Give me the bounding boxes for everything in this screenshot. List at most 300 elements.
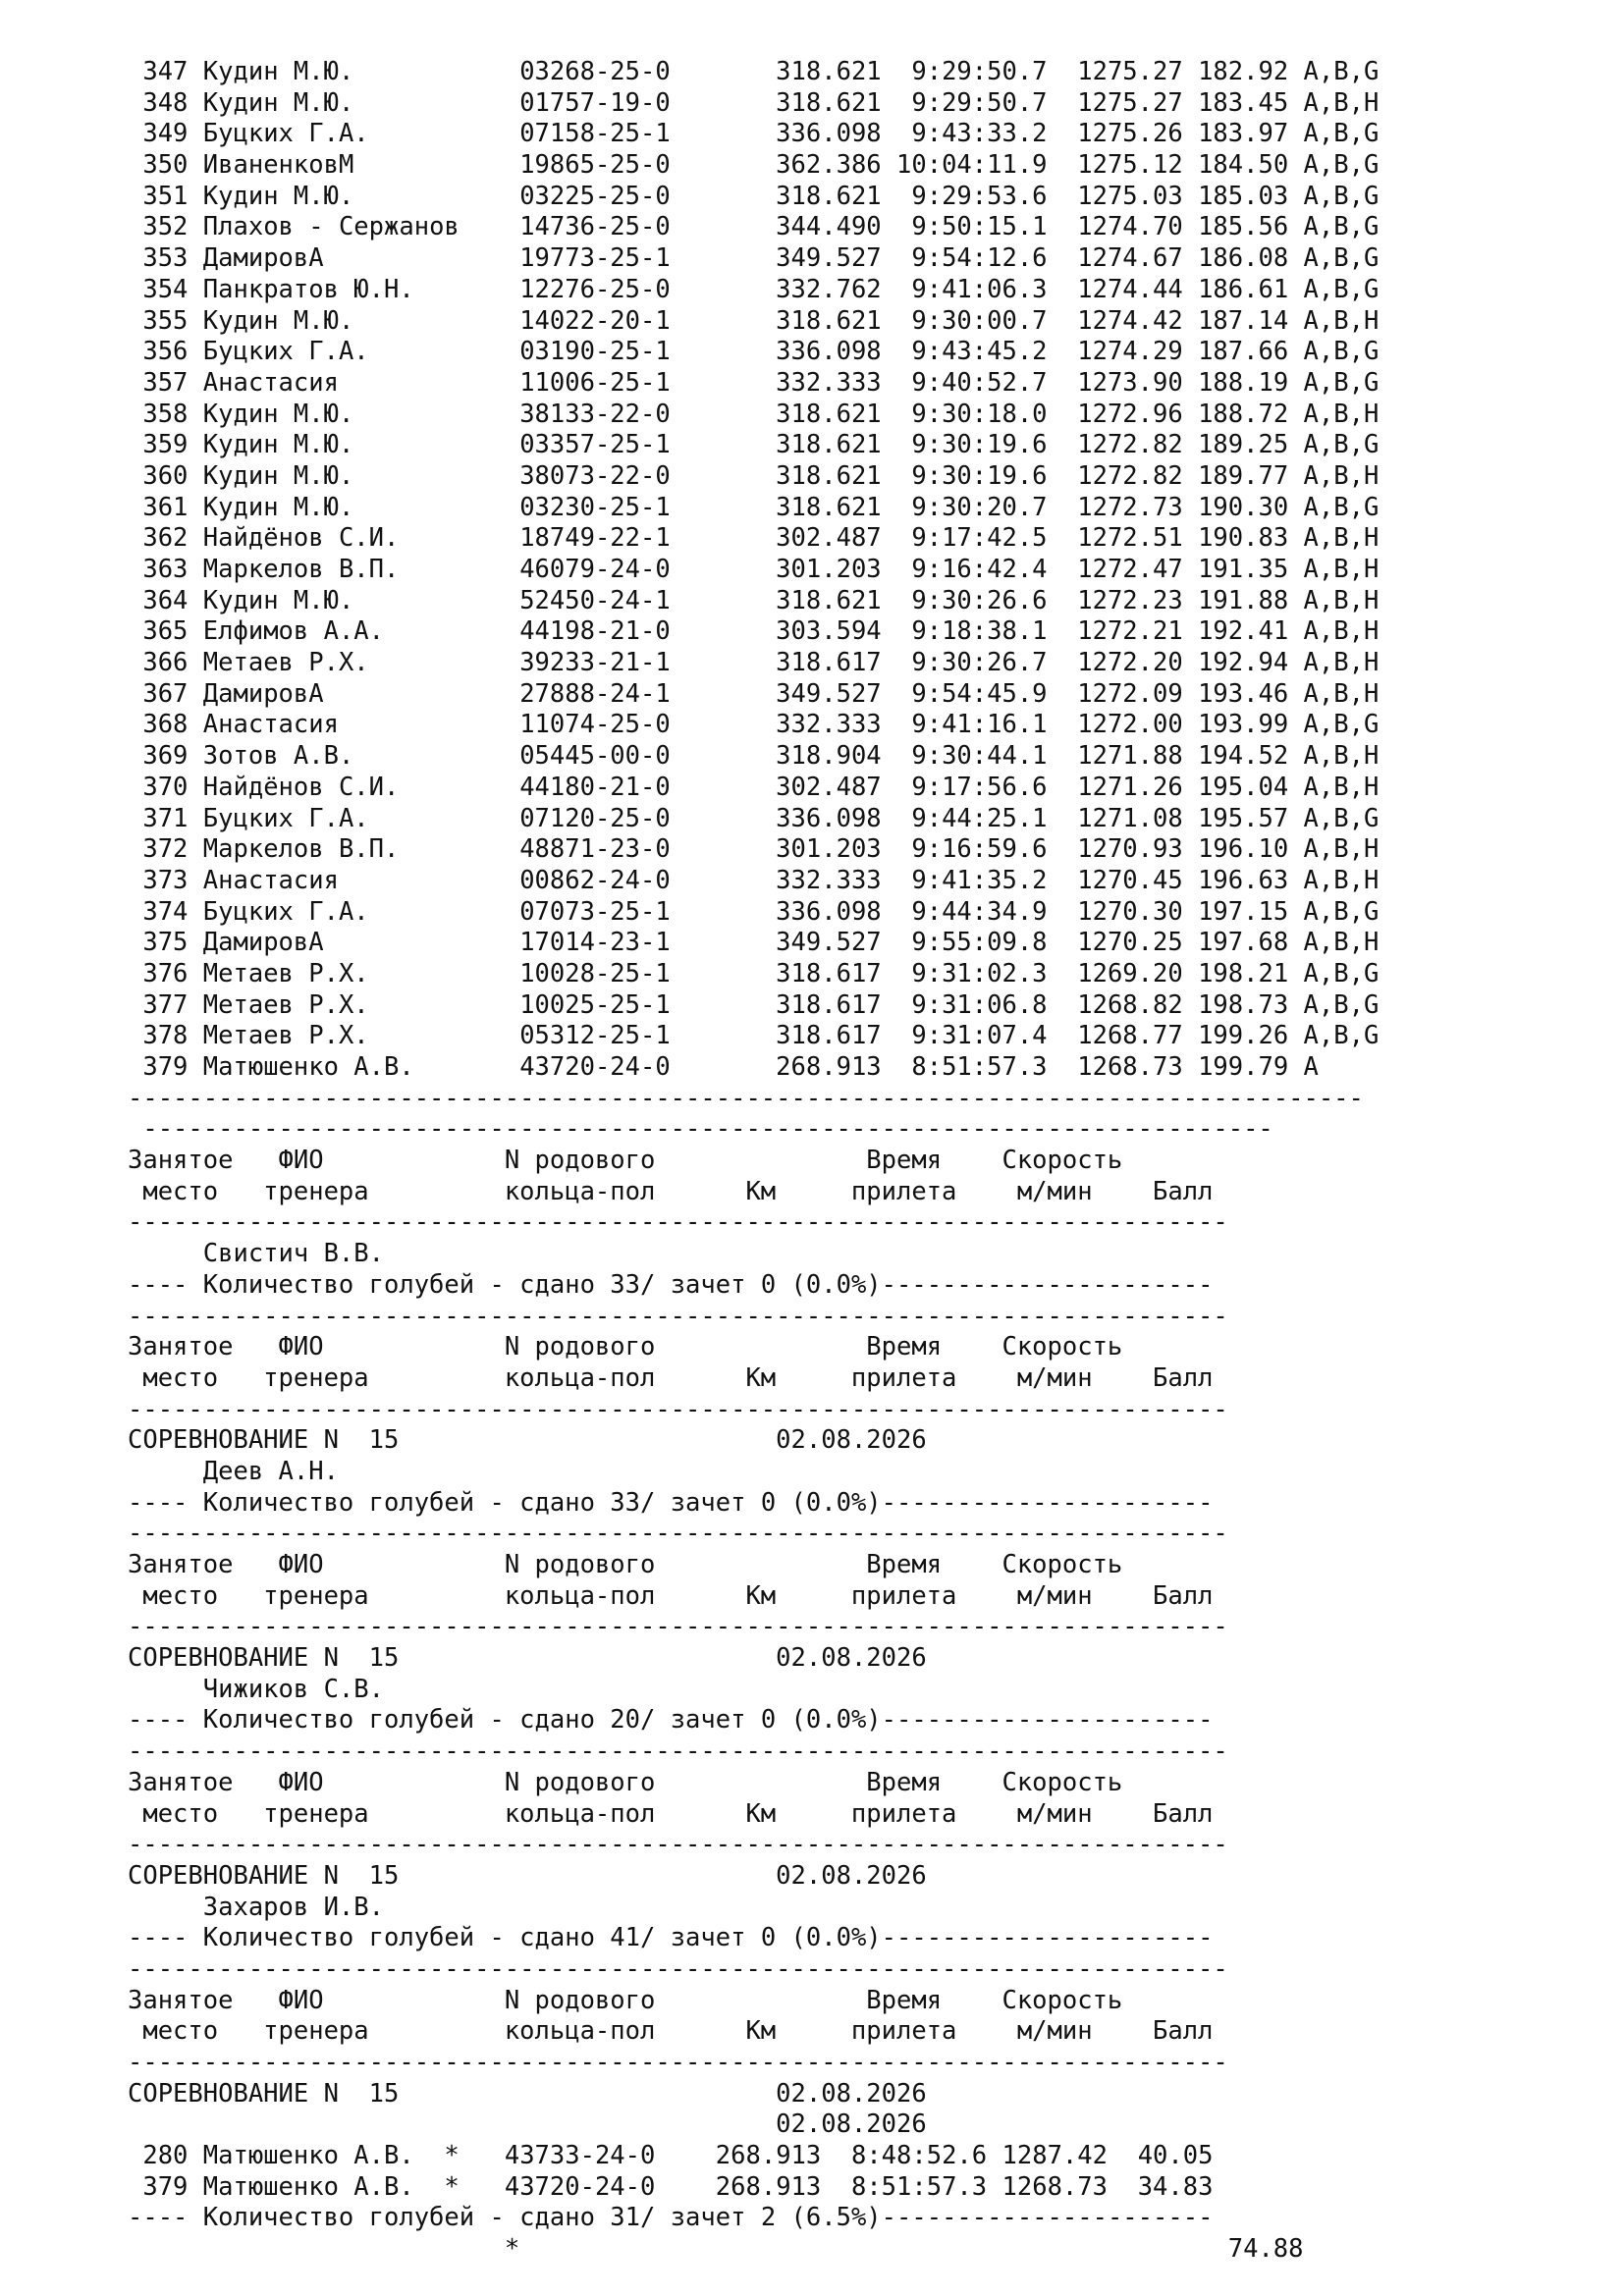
arrival-time-cell: 10:04:11.9	[881, 150, 1048, 181]
separator-dashes: -------------------------------------------------------------------------	[128, 1301, 1228, 1331]
trainer-cell: ИваненковМ	[202, 150, 520, 181]
trainer-cell: Панкратов Ю.Н.	[202, 274, 520, 304]
km-cell: 349.527	[670, 243, 882, 274]
header-ring: кольца-пол	[504, 1798, 746, 1829]
count-label: / зачет	[640, 1487, 761, 1518]
ring-cell: 17014-23-1	[519, 928, 671, 958]
ring-cell: 39233-21-1	[519, 648, 671, 678]
header-ring: N родового	[504, 1332, 867, 1362]
result-row	[128, 57, 1379, 88]
arrival-time-cell: 9:18:38.1	[881, 616, 1048, 647]
speed-cell: 1271.08	[1047, 803, 1183, 833]
result-row	[128, 306, 1379, 338]
header-fio: тренера	[263, 2016, 505, 2047]
result-row	[128, 834, 1379, 866]
result-row	[128, 150, 1379, 182]
gap	[188, 741, 202, 771]
gap	[188, 150, 202, 180]
competition-label: СОРЕВНОВАНИЕ N 15	[128, 2078, 777, 2109]
trainer-cell: Кудин М.Ю.	[202, 460, 520, 491]
ring-cell: 43720-24-0	[504, 2171, 656, 2202]
ring-cell: 07073-25-1	[519, 896, 671, 927]
header-place: место	[128, 1798, 264, 1829]
km-cell: 318.617	[670, 989, 882, 1020]
speed-cell: 1270.93	[1047, 834, 1183, 865]
count-scored: 0	[760, 1269, 777, 1300]
km-cell: 344.490	[670, 212, 882, 242]
header-time: Время	[866, 1332, 1002, 1362]
speed-cell: 1272.82	[1047, 460, 1183, 491]
header-points: Балл	[1152, 1176, 1214, 1206]
place-cell: 373	[128, 865, 189, 895]
ring-cell: 12276-25-0	[519, 274, 671, 304]
header-time: Время	[866, 1550, 1002, 1579]
result-row	[128, 773, 1379, 804]
ring-cell: 48871-23-0	[519, 834, 671, 865]
speed-cell: 1271.26	[1047, 772, 1183, 802]
speed-cell: 1272.21	[1047, 616, 1183, 647]
pigeon-count-line	[128, 1270, 1379, 1302]
header-km: Км	[745, 1176, 851, 1206]
speed-cell: 1272.51	[1047, 523, 1183, 554]
gap	[188, 337, 202, 366]
separator-dashes: -------------------------------------------------------------------------	[128, 2048, 1228, 2077]
table-end-separator	[128, 1084, 1379, 1115]
result-row	[128, 804, 1379, 835]
competition-date: 02.08.2026	[776, 2109, 927, 2140]
trainer-cell: Анастасия	[202, 367, 520, 398]
gap	[128, 2234, 505, 2264]
ring-cell: 07120-25-0	[519, 803, 671, 833]
trainer-cell: Матюшенко А.В.	[202, 1052, 520, 1082]
points-cell: 199.79	[1182, 1052, 1289, 1082]
header-fio: ФИО	[278, 1146, 505, 1176]
result-row	[128, 959, 1379, 990]
gap	[188, 2172, 202, 2202]
header-points: Балл	[1152, 1362, 1214, 1393]
arrival-time-cell: 8:48:52.6	[821, 2141, 988, 2171]
points-cell: 196.63	[1182, 865, 1289, 895]
km-cell: 318.621	[670, 57, 882, 86]
result-row	[128, 88, 1379, 120]
speed-cell: 1272.47	[1047, 555, 1183, 584]
km-cell: 302.487	[670, 523, 882, 554]
count-percent: (0.0%)	[790, 1923, 882, 1953]
flags-cell: A,B,H	[1288, 555, 1380, 584]
header-speed: м/мин	[1016, 1362, 1153, 1393]
arrival-time-cell: 9:54:12.6	[881, 243, 1048, 274]
ring-cell: 00862-24-0	[519, 865, 671, 895]
result-row	[128, 648, 1379, 679]
trainer-cell: Метаев Р.Х.	[202, 1021, 520, 1051]
pigeon-count-line	[128, 2203, 1379, 2234]
place-cell: 368	[128, 710, 189, 740]
column-header-row-1	[128, 1550, 1379, 1581]
gap	[188, 773, 202, 802]
arrival-time-cell: 9:31:02.3	[881, 958, 1048, 988]
header-place: Занятое	[128, 1767, 279, 1797]
gap	[188, 866, 202, 895]
arrival-time-cell: 9:44:25.1	[881, 803, 1048, 833]
flags-cell: A,B,G	[1288, 367, 1380, 398]
trainer-cell: Анастасия	[202, 865, 520, 895]
speed-cell: 1268.73	[1047, 1052, 1183, 1082]
points-cell: 189.25	[1182, 430, 1289, 460]
flags-cell: A,B,G	[1288, 430, 1380, 460]
ring-cell: 27888-24-1	[519, 678, 671, 709]
trainer-cell: Маркелов В.П.	[202, 834, 520, 865]
km-cell: 349.527	[670, 678, 882, 709]
flags-cell: A,B,G	[1288, 181, 1380, 211]
trainer-cell: ДамировА	[202, 928, 520, 958]
separator-long	[128, 1114, 1379, 1146]
ring-cell: 18749-22-1	[519, 523, 671, 554]
flags-cell: A,B,G	[1288, 243, 1380, 274]
place-cell: 370	[128, 772, 189, 802]
speed-cell: 1272.23	[1047, 585, 1183, 615]
points-cell: 194.52	[1182, 741, 1289, 772]
place-cell: 371	[128, 803, 189, 833]
points-cell: 193.46	[1182, 678, 1289, 709]
trainer-cell: Найдёнов С.И.	[202, 523, 520, 554]
column-header-row-2	[128, 1177, 1379, 1208]
ring-cell: 19773-25-1	[519, 243, 671, 274]
flags-cell: A,B,H	[1288, 741, 1380, 772]
km-cell: 318.617	[670, 648, 882, 678]
header-place: Занятое	[128, 1332, 279, 1362]
gap	[128, 2109, 776, 2139]
result-row	[128, 523, 1379, 555]
header-ring: кольца-пол	[504, 1362, 746, 1393]
header-ring: кольца-пол	[504, 1176, 746, 1206]
count-percent: (0.0%)	[790, 1487, 882, 1518]
flags-cell: A,B,H	[1288, 585, 1380, 615]
km-cell: 302.487	[670, 772, 882, 802]
speed-cell: 1271.88	[1047, 741, 1183, 772]
ring-cell: 03190-25-1	[519, 337, 671, 367]
ring-cell: 43720-24-0	[519, 1052, 671, 1082]
header-separator	[128, 1830, 1379, 1861]
header-fio: ФИО	[278, 1985, 505, 2015]
flags-cell: A,B,G	[1288, 337, 1380, 367]
km-cell: 318.621	[670, 460, 882, 491]
header-separator	[128, 1612, 1379, 1643]
place-cell: 364	[128, 585, 189, 615]
ring-cell: 10025-25-1	[519, 989, 671, 1020]
competition-date: 02.08.2026	[776, 2078, 927, 2109]
result-row	[128, 555, 1379, 586]
ring-cell: 44198-21-0	[519, 616, 671, 647]
trainer-cell: Кудин М.Ю.	[202, 492, 520, 522]
trainer-cell: Маркелов В.П.	[202, 555, 520, 584]
points-cell: 182.92	[1182, 57, 1289, 86]
trainer-cell: Елфимов А.А.	[202, 616, 520, 647]
points-cell: 186.61	[1182, 274, 1289, 304]
speed-cell: 1272.96	[1047, 399, 1183, 429]
column-header-row-2	[128, 1363, 1379, 1395]
arrival-time-cell: 9:29:53.6	[881, 181, 1048, 211]
section-separator	[128, 1736, 1379, 1768]
result-row	[128, 586, 1379, 617]
place-cell: 350	[128, 150, 189, 181]
header-time: прилета	[850, 1362, 1017, 1393]
trainer-cell: Буцких Г.А.	[202, 337, 520, 367]
flags-cell: A,B,G	[1288, 803, 1380, 833]
place-cell: 360	[128, 460, 189, 491]
arrival-time-cell: 8:51:57.3	[821, 2171, 988, 2202]
speed-cell: 1274.70	[1047, 212, 1183, 242]
trainer-name	[128, 1239, 1379, 1270]
speed-cell: 1268.73	[987, 2171, 1108, 2202]
place-cell: 367	[128, 678, 189, 709]
competition-date: 02.08.2026	[776, 1860, 927, 1891]
header-speed: м/мин	[1016, 1176, 1153, 1206]
header-time: прилета	[850, 2016, 1017, 2047]
result-row	[128, 741, 1379, 773]
trainer-cell: Матюшенко А.В.	[202, 2141, 445, 2171]
ring-cell: 11006-25-1	[519, 367, 671, 398]
ring-cell: 03225-25-0	[519, 181, 671, 211]
header-place: Занятое	[128, 1985, 279, 2015]
arrival-time-cell: 9:30:18.0	[881, 399, 1048, 429]
header-fio: тренера	[263, 1798, 505, 1829]
total-points: 74.88	[1227, 2234, 1304, 2265]
gap	[188, 679, 202, 709]
flags-cell: A,B,H	[1288, 928, 1380, 958]
header-place: место	[128, 1176, 264, 1206]
header-place: Занятое	[128, 1550, 279, 1579]
place-cell: 352	[128, 212, 189, 242]
arrival-time-cell: 9:44:34.9	[881, 896, 1048, 927]
ring-cell: 14022-20-1	[519, 305, 671, 336]
gap	[188, 57, 202, 86]
header-ring: N родового	[504, 1985, 867, 2015]
arrival-time-cell: 9:55:09.8	[881, 928, 1048, 958]
speed-cell: 1287.42	[987, 2141, 1108, 2171]
ring-cell: 38133-22-0	[519, 399, 671, 429]
ring-cell: 38073-22-0	[519, 460, 671, 491]
flags-cell: A,B,H	[1288, 523, 1380, 554]
points-cell: 199.26	[1182, 1021, 1289, 1051]
ring-cell: 05312-25-1	[519, 1021, 671, 1051]
ring-cell: 11074-25-0	[519, 710, 671, 740]
trainer-cell: Кудин М.Ю.	[202, 305, 520, 336]
points-cell: 189.77	[1182, 460, 1289, 491]
gap	[188, 804, 202, 833]
place-cell: 361	[128, 492, 189, 522]
km-cell: 268.913	[655, 2141, 822, 2171]
pigeon-count-line	[128, 1488, 1379, 1520]
place-cell: 379	[128, 2171, 189, 2202]
trainer-cell: Буцких Г.А.	[202, 896, 520, 927]
gap	[188, 212, 202, 241]
count-submitted: 20	[610, 1705, 640, 1735]
gap	[776, 1488, 790, 1518]
speed-cell: 1274.67	[1047, 243, 1183, 274]
points-cell: 191.88	[1182, 585, 1289, 615]
result-row	[128, 461, 1379, 493]
separator-dashes: ----------------------	[881, 2203, 1214, 2233]
place-cell: 347	[128, 57, 189, 86]
points-cell: 183.97	[1182, 119, 1289, 149]
result-row	[128, 275, 1379, 306]
gap	[188, 648, 202, 677]
points-cell: 185.56	[1182, 212, 1289, 242]
place-cell: 377	[128, 989, 189, 1020]
trainer-cell: Метаев Р.Х.	[202, 648, 520, 678]
place-cell: 372	[128, 834, 189, 865]
place-cell: 374	[128, 896, 189, 927]
trainer-cell: Кудин М.Ю.	[202, 399, 520, 429]
place-cell: 280	[128, 2141, 189, 2171]
header-ring: N родового	[504, 1146, 867, 1176]
gap	[188, 710, 202, 739]
speed-cell: 1275.12	[1047, 150, 1183, 181]
trainer-cell: Буцких Г.А.	[202, 119, 520, 149]
header-place: место	[128, 2016, 264, 2047]
gap	[188, 243, 202, 273]
place-cell: 354	[128, 274, 189, 304]
column-header-row-2	[128, 2016, 1379, 2048]
trainer-cell: Метаев Р.Х.	[202, 958, 520, 988]
header-speed: м/мин	[1016, 2016, 1153, 2047]
arrival-time-cell: 9:41:35.2	[881, 865, 1048, 895]
header-separator	[128, 1395, 1379, 1426]
flags-cell: A,B,G	[1288, 958, 1380, 988]
arrival-time-cell: 9:16:42.4	[881, 555, 1048, 584]
arrival-time-cell: 9:54:45.9	[881, 678, 1048, 709]
place-cell: 348	[128, 87, 189, 118]
count-percent: (0.0%)	[790, 1705, 882, 1735]
place-cell: 375	[128, 928, 189, 958]
count-submitted: 31	[610, 2203, 640, 2233]
trainer-name-text: Деев А.Н.	[128, 1456, 339, 1486]
km-cell: 301.203	[670, 834, 882, 865]
points-cell: 190.30	[1182, 492, 1289, 522]
flags-cell: A,B,H	[1288, 648, 1380, 678]
points-cell: 196.10	[1182, 834, 1289, 865]
trainer-name	[128, 1457, 1379, 1488]
km-cell: 318.621	[670, 585, 882, 615]
separator-dashes: ----------------------	[881, 1705, 1214, 1735]
gap	[188, 368, 202, 398]
trainer-name-text: Захаров И.В.	[128, 1892, 384, 1922]
ring-cell: 03230-25-1	[519, 492, 671, 522]
trainer-cell: ДамировА	[202, 243, 520, 274]
points-cell: 197.68	[1182, 928, 1289, 958]
total-row	[128, 2234, 1379, 2266]
speed-cell: 1275.27	[1047, 87, 1183, 118]
section-separator	[128, 1302, 1379, 1333]
flags-cell: A,B,H	[1288, 865, 1380, 895]
result-row	[128, 337, 1379, 368]
place-cell: 362	[128, 523, 189, 554]
gap	[188, 493, 202, 522]
column-header-row-2	[128, 1581, 1379, 1613]
speed-cell: 1275.27	[1047, 57, 1183, 86]
points-cell: 40.05	[1107, 2141, 1214, 2171]
header-fio: тренера	[263, 1362, 505, 1393]
result-row	[128, 897, 1379, 929]
separator-dashes: ----------------------------------------------------------------------------------	[128, 1083, 1364, 1113]
gap	[188, 586, 202, 615]
ring-cell: 52450-24-1	[519, 585, 671, 615]
km-cell: 318.621	[670, 399, 882, 429]
result-row	[128, 928, 1379, 959]
arrival-time-cell: 9:31:07.4	[881, 1021, 1048, 1051]
speed-cell: 1270.25	[1047, 928, 1183, 958]
gap	[188, 461, 202, 491]
result-row	[128, 212, 1379, 243]
ring-cell: 14736-25-0	[519, 212, 671, 242]
place-cell: 378	[128, 1021, 189, 1051]
gap	[188, 523, 202, 553]
speed-cell: 1268.82	[1047, 989, 1183, 1020]
flags-cell: A,B,G	[1288, 212, 1380, 242]
pigeon-count-line	[128, 1923, 1379, 1954]
result-row	[128, 2172, 1379, 2204]
separator-dashes: -------------------------------------------------------------------------	[128, 1519, 1228, 1549]
km-cell: 318.904	[670, 741, 882, 772]
km-cell: 336.098	[670, 119, 882, 149]
mark-cell: *	[444, 2171, 505, 2202]
flags-cell: A,B,H	[1288, 678, 1380, 709]
place-cell: 376	[128, 958, 189, 988]
trainer-cell: Кудин М.Ю.	[202, 585, 520, 615]
place-cell: 353	[128, 243, 189, 274]
km-cell: 349.527	[670, 928, 882, 958]
count-submitted: 41	[610, 1923, 640, 1953]
arrival-time-cell: 9:50:15.1	[881, 212, 1048, 242]
speed-cell: 1268.77	[1047, 1021, 1183, 1051]
km-cell: 318.621	[670, 181, 882, 211]
speed-cell: 1272.20	[1047, 648, 1183, 678]
ring-cell: 03357-25-1	[519, 430, 671, 460]
flags-cell: A,B,H	[1288, 616, 1380, 647]
gap	[188, 88, 202, 118]
km-cell: 268.913	[670, 1052, 882, 1082]
km-cell: 318.617	[670, 958, 882, 988]
place-cell: 358	[128, 399, 189, 429]
flags-cell: A,B,H	[1288, 305, 1380, 336]
arrival-time-cell: 9:30:20.7	[881, 492, 1048, 522]
separator-dashes: ---------------------------------------------------------------------------	[128, 1114, 1273, 1145]
arrival-time-cell: 9:30:19.6	[881, 460, 1048, 491]
km-cell: 318.621	[670, 492, 882, 522]
place-cell: 365	[128, 616, 189, 647]
speed-cell: 1274.42	[1047, 305, 1183, 336]
count-label: ---- Количество голубей - сдано	[128, 2203, 611, 2233]
km-cell: 336.098	[670, 803, 882, 833]
place-cell: 349	[128, 119, 189, 149]
header-place: место	[128, 1362, 264, 1393]
km-cell: 336.098	[670, 896, 882, 927]
points-cell: 185.03	[1182, 181, 1289, 211]
count-label: / зачет	[640, 2203, 761, 2233]
trainer-cell: Буцких Г.А.	[202, 803, 520, 833]
gap	[776, 1270, 790, 1300]
header-km: Км	[745, 2016, 851, 2047]
flags-cell: A,B,G	[1288, 989, 1380, 1020]
arrival-time-cell: 9:29:50.7	[881, 57, 1048, 86]
header-separator	[128, 2048, 1379, 2079]
result-row	[128, 2141, 1379, 2172]
header-place: Занятое	[128, 1146, 279, 1176]
km-cell: 318.617	[670, 1021, 882, 1051]
section-separator	[128, 1519, 1379, 1550]
total-mark: *	[504, 2234, 1228, 2265]
km-cell: 336.098	[670, 337, 882, 367]
